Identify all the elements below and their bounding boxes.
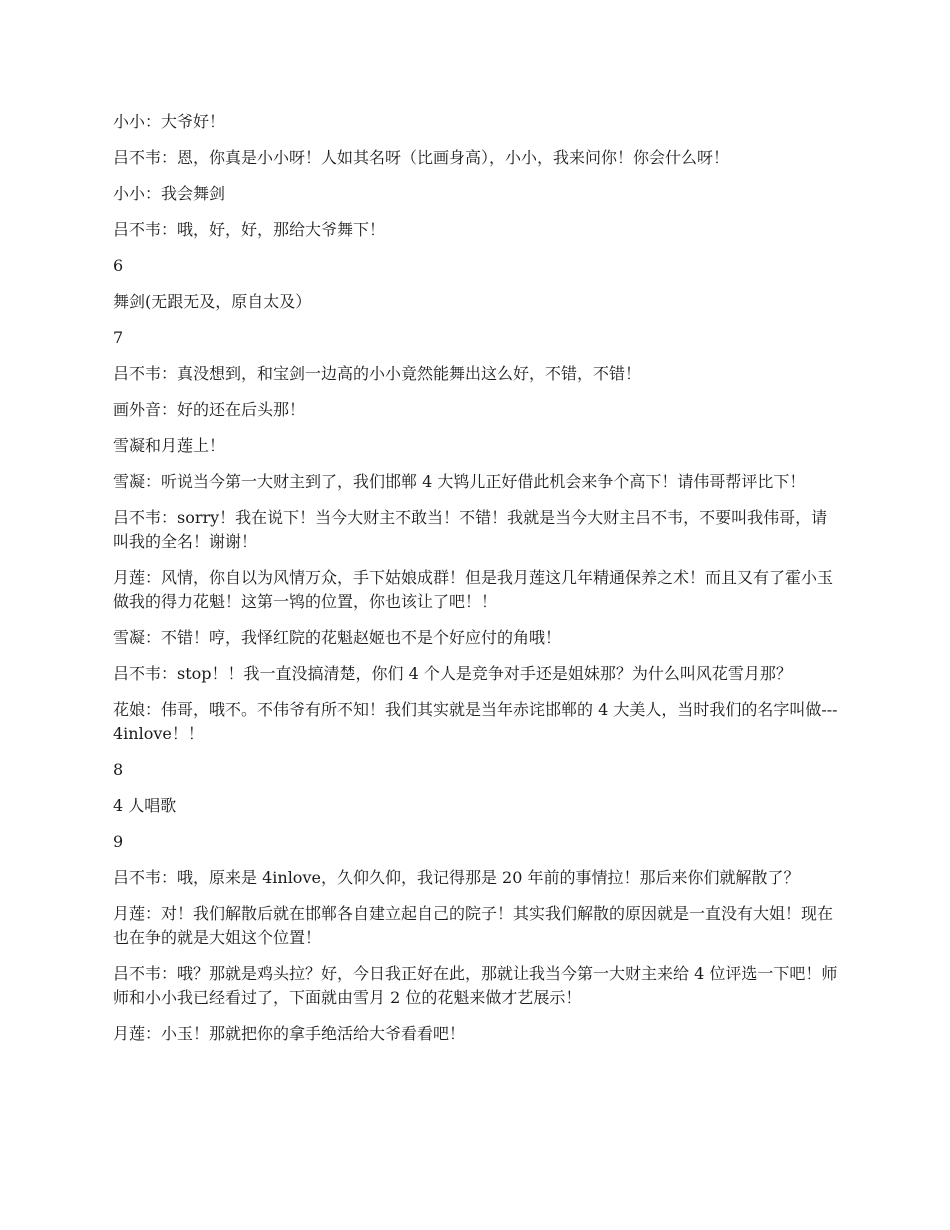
paragraph: 吕不韦：哦，好，好，那给大爷舞下！ — [113, 220, 386, 239]
paragraph: 月莲：风情，你自以为风情万众，手下姑娘成群！但是我月莲这几年精通保养之术！而且又有了霍小玉做我的得力花魁！这第一鸨的位置，你也该让了吧！！ — [113, 568, 834, 611]
paragraph: 6 — [113, 256, 124, 275]
paragraph: 吕不韦：哦，原来是 4inlove，久仰久仰，我记得那是 20 年前的事情拉！那后来你们就解散了？ — [113, 868, 800, 887]
document-body — [113, 110, 840, 1058]
paragraph: 9 — [113, 832, 124, 851]
paragraph: 舞剑(无跟无及，原自太及） — [113, 292, 312, 311]
paragraph: 吕不韦：真没想到，和宝剑一边高的小小竟然能舞出这么好，不错，不错！ — [113, 364, 642, 383]
paragraph: 雪凝：听说当今第一大财主到了，我们邯郸 4 大鸨儿正好借此机会来争个高下！请伟哥帮评比下！ — [113, 472, 806, 491]
paragraph: 画外音：好的还在后头那！ — [113, 400, 306, 419]
paragraph: 雪凝和月莲上！ — [113, 436, 226, 455]
paragraph: 吕不韦：sorry！我在说下！当今大财主不敢当！不错！我就是当今大财主吕不韦，不要叫我伟哥，请叫我的全名！谢谢！ — [113, 508, 828, 551]
paragraph: 吕不韦：恩，你真是小小呀！人如其名呀（比画身高），小小，我来问你！你会什么呀！ — [113, 148, 730, 167]
paragraph: 4 人唱歌 — [113, 796, 177, 815]
paragraph: 雪凝：不错！哼，我怿红院的花魁赵姬也不是个好应付的角哦！ — [113, 628, 562, 647]
paragraph: 花娘：伟哥，哦不。不伟爷有所不知！我们其实就是当年赤诧邯郸的 4 大美人，当时我们的名字叫做---4inlove！！ — [113, 700, 838, 743]
paragraph: 月莲：对！我们解散后就在邯郸各自建立起自己的院子！其实我们解散的原因就是一直没有大姐！现在也在争的就是大姐这个位置！ — [113, 904, 834, 947]
paragraph: 7 — [113, 328, 124, 347]
paragraph: 月莲：小玉！那就把你的拿手绝活给大爷看看吧！ — [113, 1024, 466, 1043]
paragraph: 小小：我会舞剑 — [113, 184, 226, 203]
paragraph: 吕不韦：stop！！我一直没搞清楚，你们 4 个人是竞争对手还是姐妹那？为什么叫风花雪月那？ — [113, 664, 792, 683]
paragraph: 8 — [113, 760, 124, 779]
paragraph: 小小：大爷好！ — [113, 112, 226, 131]
paragraph: 吕不韦：哦？那就是鸡头拉？好，今日我正好在此，那就让我当今第一大财主来给 4 位评选一下吧！师师和小小我已经看过了，下面就由雪月 2 位的花魁来做才艺展示！ — [113, 964, 838, 1007]
